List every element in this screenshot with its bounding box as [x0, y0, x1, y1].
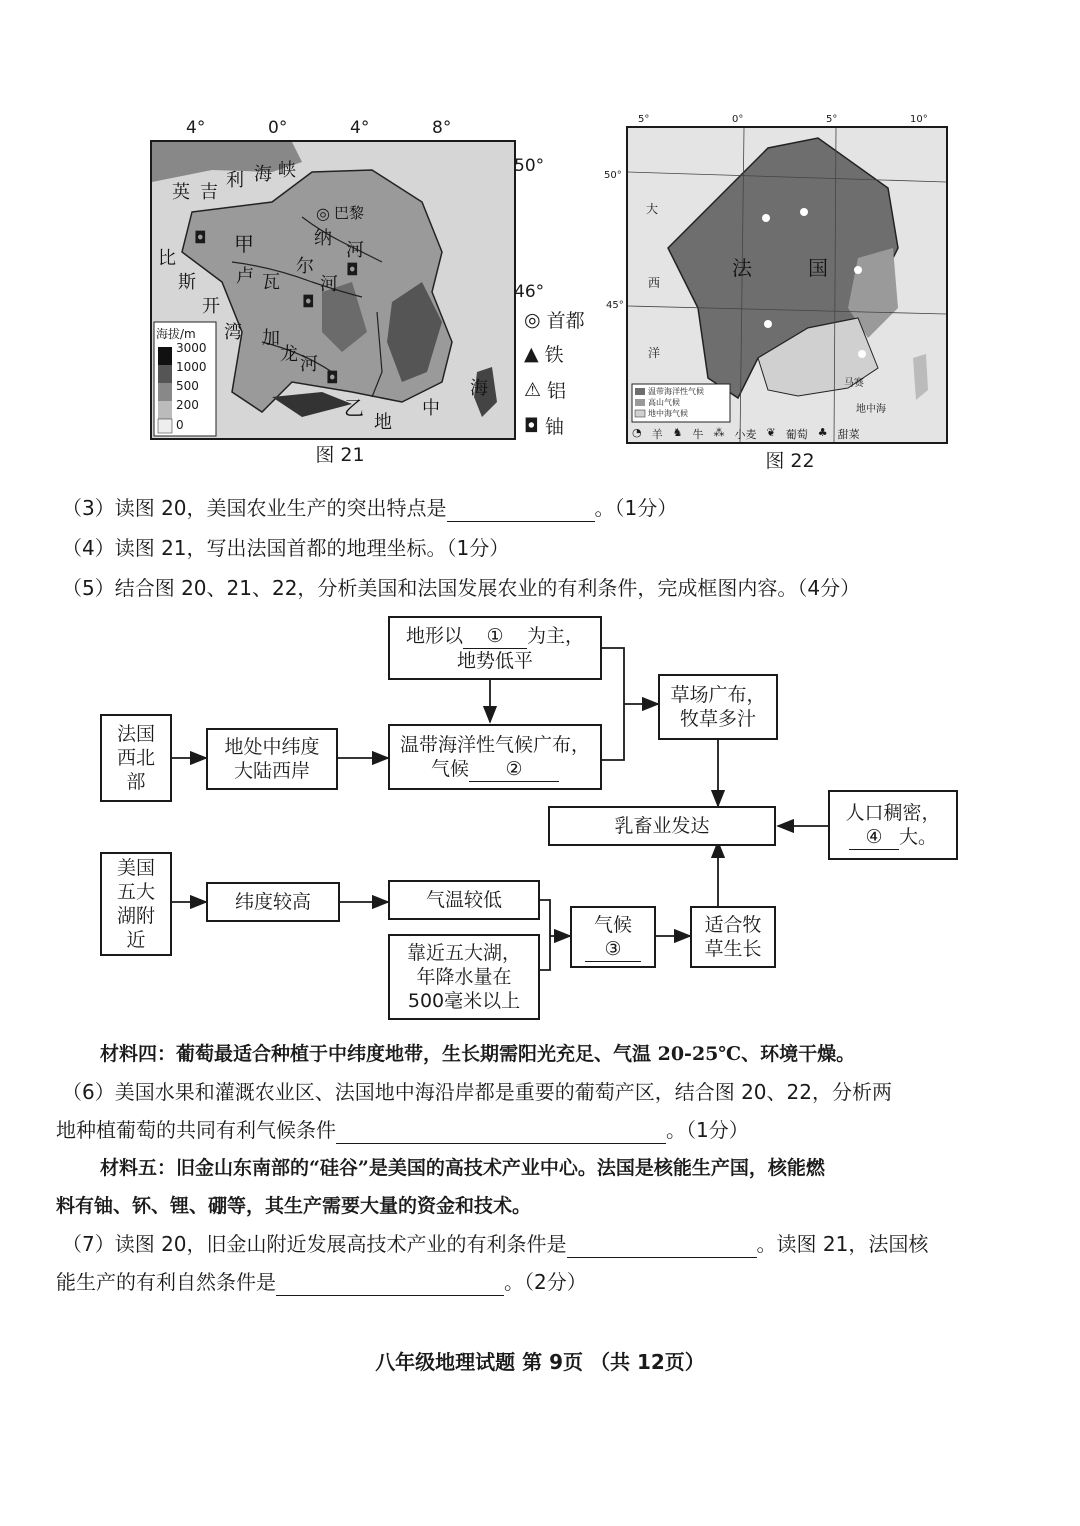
legend-iron [524, 340, 564, 367]
map-label: 英 [172, 182, 190, 203]
product-label: 小麦 [734, 428, 757, 441]
flow-climate3-line1: 气候 [593, 913, 632, 936]
capital-icon: ◎ [316, 204, 330, 223]
climate-legend-item: 高山气候 [648, 398, 680, 407]
legend-label: 铀 [545, 416, 565, 438]
fig22-tick-lat: 45° [606, 300, 624, 311]
flow-lakes: 靠近五大湖，年降水量在500毫米以上 [388, 934, 540, 1020]
map-label: 龙 [280, 344, 298, 365]
material-4: 材料四：葡萄最适合种植于中纬度地带，生长期需阳光充足、气温 20-25℃、环境干燥。 [100, 1043, 856, 1065]
question-score: 。（1分） [666, 1118, 749, 1142]
flow-grass: 适合牧草生长 [690, 906, 776, 968]
map-label: 纳 [314, 228, 332, 249]
cattle-icon: ♞ [672, 426, 683, 439]
question-text: 地种植葡萄的共同有利气候条件 [56, 1118, 336, 1142]
flow-climate-line1: 温带海洋性气候广布， [399, 733, 590, 756]
wheat-icon: ⁂ [713, 426, 725, 439]
beet-icon: ♣ [817, 426, 828, 439]
question-score: 。（1分） [594, 496, 678, 520]
map-label: 湾 [224, 322, 242, 343]
material-5-line2: 料有铀、钚、锂、硼等，其生产需要大量的资金和技术。 [56, 1195, 532, 1217]
flow-us-region: 美国五大湖附近 [100, 852, 172, 956]
uranium-icon: ◘ [194, 228, 207, 247]
uranium-icon: ◘ [346, 260, 359, 279]
map-label: 开 [202, 296, 220, 317]
fig21-elev-level: 1000 [176, 360, 207, 374]
product-label: 甜菜 [837, 428, 860, 441]
product-label: 牛 [692, 428, 704, 441]
legend-label: 首都 [546, 310, 585, 332]
fig21-elev-level: 0 [176, 418, 184, 432]
map-label: 国 [808, 256, 828, 280]
fig21-elev-level: 200 [176, 398, 199, 412]
flow-pasture: 草场广布，牧草多汁 [658, 674, 778, 740]
flow-dairy: 乳畜业发达 [548, 806, 776, 846]
product-legend [632, 426, 860, 442]
flow-terrain-line1 [406, 624, 584, 649]
map-label-capital: 巴黎 [334, 204, 365, 222]
question-3 [62, 494, 677, 522]
question-text: 能生产的有利自然条件是 [56, 1270, 276, 1294]
fig21-tick-lon: 8° [432, 118, 452, 138]
map-label: 大 [646, 202, 659, 216]
material-5-line1: 材料五：旧金山东南部的“硅谷”是美国的高技术产业中心。法国是核能生产国，核能燃 [100, 1157, 825, 1179]
map-label: 河 [346, 240, 364, 261]
map-label: 尔 [296, 256, 314, 277]
legend-label: 铝 [547, 380, 567, 402]
flow-blank-4[interactable]: ④ [849, 825, 899, 850]
page-footer: 八年级地理试题 第 9页 （共 12页） [375, 1350, 705, 1374]
map-label: 西 [648, 276, 661, 290]
question-score: 。（2分） [504, 1270, 587, 1294]
uranium-icon: ◘ [302, 292, 315, 311]
flow-population [828, 790, 958, 860]
flow-blank-1[interactable]: ① [463, 624, 527, 649]
product-label: 羊 [651, 428, 663, 441]
flow-text: 气候 [430, 757, 469, 780]
figure-22 [600, 114, 950, 470]
flow-climate-3 [570, 906, 656, 968]
climate-legend-item: 地中海气候 [648, 409, 688, 418]
capital-icon: ◎ [524, 308, 541, 331]
flow-blank-3[interactable]: ③ [585, 937, 641, 962]
fig21-tick-lon: 4° [186, 118, 206, 138]
flow-low-temp: 气温较低 [388, 880, 540, 920]
figure-21 [150, 118, 545, 466]
map-label: 河 [300, 354, 318, 375]
flow-terrain [388, 616, 602, 680]
fig21-tick-lat: 50° [514, 156, 545, 176]
legend-capital [524, 306, 585, 333]
flow-text: 大。 [898, 825, 937, 848]
fig21-caption: 图 21 [315, 444, 365, 466]
product-label: 葡萄 [785, 428, 808, 441]
legend-bauxite [524, 376, 566, 403]
map-label: 海 [254, 164, 272, 185]
flow-terrain-line2: 地势低平 [456, 649, 533, 672]
answer-blank[interactable] [276, 1273, 504, 1296]
question-text: （7）读图 20，旧金山附近发展高技术产业的有利条件是 [62, 1232, 567, 1256]
grape-icon: ❦ [766, 426, 776, 439]
map-label: 斯 [178, 272, 196, 293]
flow-climate-line2 [431, 757, 559, 782]
question-6-line1: （6）美国水果和灌溉农业区、法国地中海沿岸都是重要的葡萄产区，结合图 20、22，分析两 [62, 1080, 892, 1104]
fig21-elev-level: 3000 [176, 341, 207, 355]
climate-legend-item: 温带海洋性气候 [648, 387, 704, 396]
fig22-caption: 图 22 [765, 450, 815, 472]
map-label: 吉 [200, 182, 218, 203]
flow-population-line2 [849, 825, 937, 850]
flow-france-region: 法国西北部 [100, 714, 172, 802]
map-label: 甲 [234, 232, 254, 256]
map-label: 乙 [344, 396, 364, 420]
bauxite-icon: ⚠ [524, 378, 542, 401]
map-label: 瓦 [262, 272, 280, 293]
question-5: （5）结合图 20、21、22，分析美国和法国发展农业的有利条件，完成框图内容。（4分） [62, 576, 861, 600]
legend-uranium [524, 412, 564, 439]
fig21-tick-lat: 46° [514, 282, 545, 302]
uranium-icon: ◘ [326, 368, 339, 387]
flow-text: 地形以 [405, 624, 463, 647]
flow-climate [388, 724, 602, 790]
fig21-elev-level: 500 [176, 379, 199, 393]
map-label: 加 [262, 328, 280, 349]
map-label: 卢 [236, 266, 254, 287]
answer-blank[interactable] [336, 1121, 666, 1144]
fig22-map [626, 126, 948, 444]
fig21-tick-lon: 4° [350, 118, 370, 138]
map-label: 峡 [278, 160, 296, 181]
fig22-tick-lon: 5° [638, 114, 650, 125]
flow-text: 为主， [527, 624, 585, 647]
map-label: 地 [374, 412, 392, 433]
question-text: （3）读图 20，美国农业生产的突出特点是 [62, 496, 447, 520]
flow-blank-2[interactable]: ② [469, 757, 559, 782]
flow-france-latitude: 地处中纬度大陆西岸 [206, 728, 338, 790]
question-4: （4）读图 21，写出法国首都的地理坐标。（1分） [62, 536, 510, 560]
map-label: 洋 [648, 346, 661, 360]
fig21-tick-lon: 0° [268, 118, 288, 138]
map-label: 马赛 [844, 378, 864, 389]
map-label: 中 [422, 398, 440, 419]
fig21-elev-title: 海拔/m [156, 327, 196, 341]
answer-blank[interactable] [567, 1235, 757, 1258]
flow-diagram [0, 610, 1080, 1030]
question-text: 。读图 21，法国核 [756, 1232, 929, 1256]
map-label: 地中海 [856, 404, 886, 415]
question-6-line2 [56, 1116, 749, 1144]
fig22-tick-lon: 5° [826, 114, 838, 125]
iron-icon: ▲ [524, 342, 539, 365]
flow-population-line1: 人口稠密， [845, 801, 941, 824]
legend-label: 铁 [544, 344, 564, 366]
question-7-line2 [56, 1268, 587, 1296]
map-label: 海 [470, 378, 488, 399]
fig22-tick-lon: 0° [732, 114, 744, 125]
uranium-icon: ◘ [524, 414, 540, 437]
question-7-line1 [62, 1230, 928, 1258]
answer-blank[interactable] [447, 499, 595, 522]
map-label: 法 [732, 256, 752, 280]
fig22-tick-lat: 50° [604, 170, 622, 181]
flow-us-latitude: 纬度较高 [206, 882, 340, 922]
fig21-map [150, 140, 516, 440]
map-label: 利 [226, 170, 244, 191]
fig22-tick-lon: 10° [910, 114, 928, 125]
map-label: 河 [320, 274, 338, 295]
map-label: 比 [158, 248, 176, 269]
sheep-icon: ◔ [632, 426, 642, 439]
